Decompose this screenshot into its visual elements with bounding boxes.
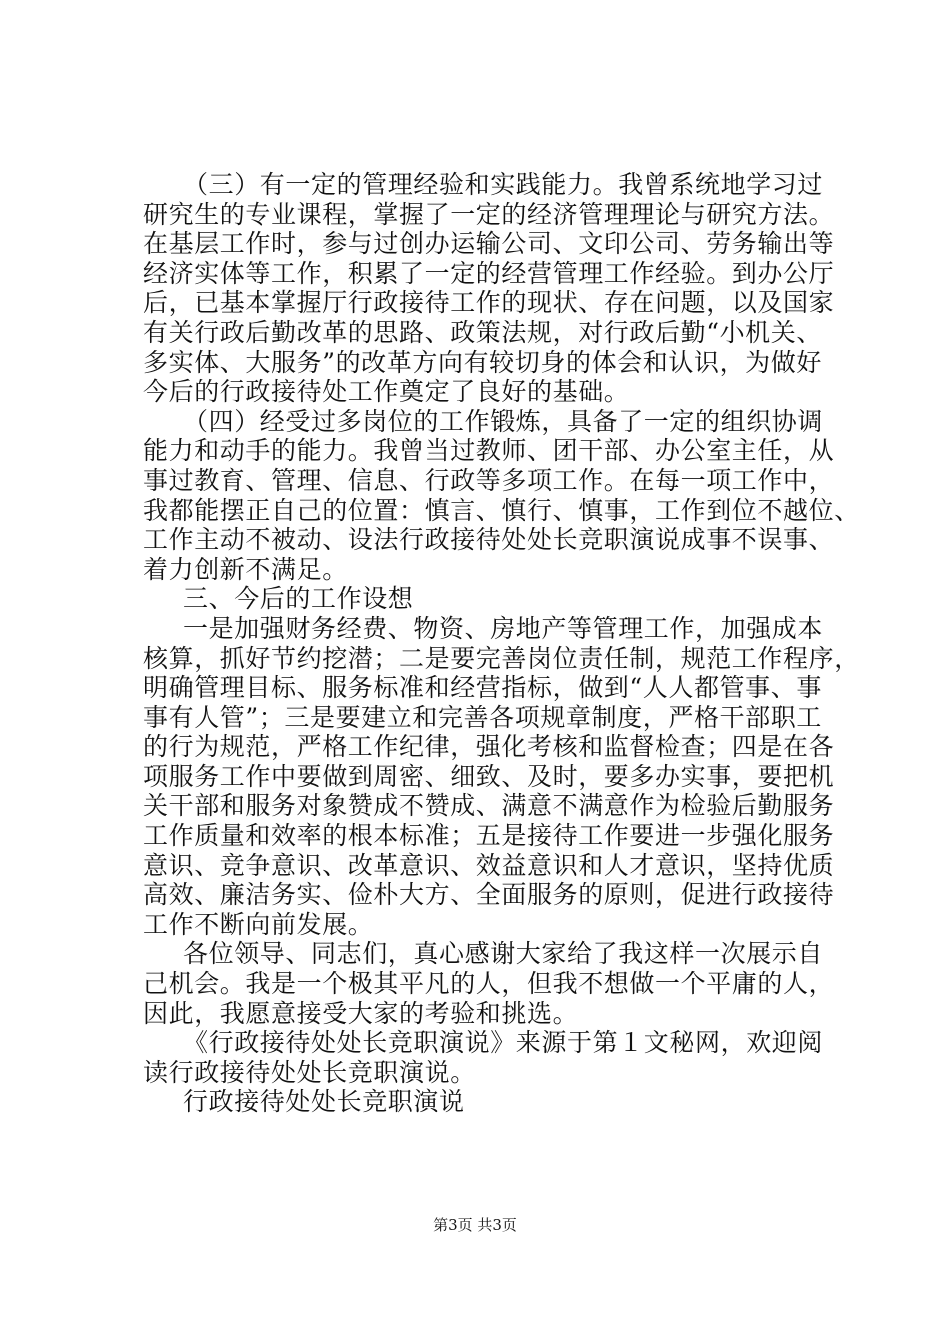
text-line: （四）经受过多岗位的工作锻炼，具备了一定的组织协调 xyxy=(183,406,824,436)
text-line: 己机会。我是一个极其平凡的人，但我不想做一个平庸的人， xyxy=(143,969,835,999)
text-line: 三、今后的工作设想 xyxy=(183,584,414,614)
text-line: 工作不断向前发展。 xyxy=(143,909,374,939)
text-line: 明确管理目标、服务标准和经营指标，做到“人人都管事、事 xyxy=(143,673,822,703)
text-line: 项服务工作中要做到周密、细致、及时，要多办实事，要把机 xyxy=(143,761,835,791)
text-line: 核算，抓好节约挖潜；二是要完善岗位责任制，规范工作程序， xyxy=(143,643,860,673)
text-line: 意识、竞争意识、改革意识、效益意识和人才意识，坚持优质 xyxy=(143,850,835,880)
text-line: （三）有一定的管理经验和实践能力。我曾系统地学习过 xyxy=(183,170,824,199)
paragraph xyxy=(143,406,860,585)
text-line: 工作主动不被动、设法行政接待处处长竞职演说成事不误事、 xyxy=(143,525,835,555)
text-line: 《行政接待处处长竞职演说》来源于第１文秘网，欢迎阅 xyxy=(183,1028,824,1058)
text-line: 能力和动手的能力。我曾当过教师、团干部、办公室主任，从 xyxy=(143,436,835,466)
paragraph xyxy=(143,1087,843,1117)
text-line: 因此，我愿意接受大家的考验和挑选。 xyxy=(143,998,579,1028)
text-line: 读行政接待处处长竞职演说。 xyxy=(143,1057,476,1087)
text-line: 事有人管”；三是要建立和完善各项规章制度，严格干部职工 xyxy=(143,702,822,732)
paragraph xyxy=(143,613,860,940)
text-line: 有关行政后勤改革的思路、政策法规，对行政后勤“小机关、 xyxy=(143,317,822,347)
text-line: 的行为规范，严格工作纪律，强化考核和监督检查；四是在各 xyxy=(143,732,835,762)
text-line: 研究生的专业课程，掌握了一定的经济管理理论与研究方法。 xyxy=(143,199,835,229)
text-line: 着力创新不满足。 xyxy=(143,554,348,584)
paragraph xyxy=(143,1028,843,1087)
text-line: 高效、廉洁务实、俭朴大方、全面服务的原则，促进行政接待 xyxy=(143,880,835,910)
text-line: 一是加强财务经费、物资、房地产等管理工作，加强成本 xyxy=(183,613,824,643)
page-number-footer: 第3页 共3页 xyxy=(433,1216,517,1234)
text-line: 事过教育、管理、信息、行政等多项工作。在每一项工作中， xyxy=(143,465,835,495)
text-line: 后，已基本掌握厅行政接待工作的现状、存在问题，以及国家 xyxy=(143,288,835,318)
text-line: 多实体、大服务”的改革方向有较切身的体会和认识，为做好 xyxy=(143,347,822,377)
text-line: 工作质量和效率的根本标准；五是接待工作要进一步强化服务 xyxy=(143,821,835,851)
text-line: 我都能摆正自己的位置：慎言、慎行、慎事，工作到位不越位、 xyxy=(143,495,860,525)
text-line: 行政接待处处长竞职演说 xyxy=(183,1087,465,1117)
paragraph xyxy=(143,939,843,1028)
text-line: 各位领导、同志们，真心感谢大家给了我这样一次展示自 xyxy=(183,939,824,969)
text-line: 在基层工作时，参与过创办运输公司、文印公司、劳务输出等 xyxy=(143,229,835,259)
paragraph xyxy=(143,584,843,614)
text-line: 今后的行政接待处工作奠定了良好的基础。 xyxy=(143,377,630,407)
text-line: 关干部和服务对象赞成不赞成、满意不满意作为检验后勤服务 xyxy=(143,791,835,821)
text-line: 经济实体等工作，积累了一定的经营管理工作经验。到办公厅 xyxy=(143,258,835,288)
paragraph xyxy=(143,170,843,407)
document-body xyxy=(143,170,860,1117)
